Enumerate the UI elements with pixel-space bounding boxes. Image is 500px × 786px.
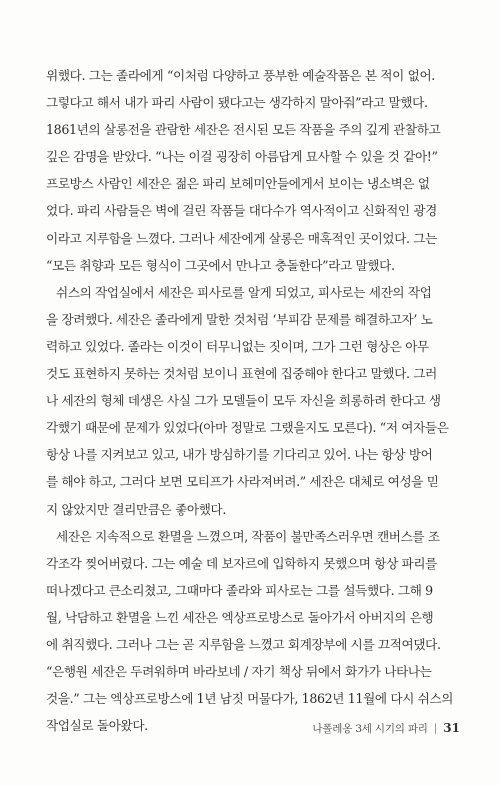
text-line: 프로방스 사람인 세잔은 젊은 파리 보헤미안들에게서 보이는 냉소벽은 없 (46, 176, 430, 192)
footer-separator: | (433, 722, 438, 734)
page-number: 31 (443, 721, 460, 735)
paragraph-3 (46, 523, 462, 740)
text-line: 세잔은 지속적으로 환멸을 느꼈으며, 작품이 불만족스러우면 캔버스를 조 (56, 528, 440, 544)
text-line: 를 해야 하고, 그러다 보면 모티프가 사라져버려.” 세잔은 대체로 여성을 믿 (46, 474, 439, 490)
text-line: 었다. 파리 사람들은 벽에 걸린 작품들 대다수가 역사적이고 신화적인 광경 (46, 203, 437, 219)
text-line: 1861년의 살롱전을 관람한 세잔은 전시된 모든 작품을 주의 깊게 관찰하고 (46, 122, 441, 138)
text-line: 것도 표현하지 못하는 것처럼 보이니 표현에 집중해야 한다고 말했다. 그러 (46, 366, 437, 382)
text-line: 월, 낙담하고 환멸을 느낀 세잔은 엑상프로방스로 돌아가서 아버지의 은행 (46, 609, 434, 625)
text-line: 각했기 때문에 문제가 있었다(아마 정말로 그랬을지도 모른다). “저 여자들은 (46, 420, 449, 436)
body-text (46, 62, 462, 739)
text-line: 을 장려했다. 세잔은 졸라에게 말한 것처럼 ‘부피감 문제를 해결하고자’ 노 (46, 311, 433, 327)
text-line: 에 취직했다. 그러나 그는 곧 지루함을 느꼈고 회계장부에 시를 끄적여댔다. (46, 636, 441, 652)
text-line: 떠나겠다고 큰소리쳤고, 그때마다 졸라와 피사로는 그를 설득했다. 그해 9 (46, 582, 433, 598)
text-line: 각조각 찢어버렸다. 그는 예술 데 보자르에 입학하지 못했으며 항상 파리를 (46, 555, 437, 571)
running-title: 나폴레옹 3세 시기의 파리 (312, 722, 428, 735)
paragraph-1 (46, 62, 462, 279)
text-line: 지 않았지만 결리만큼은 좋아했다. (46, 501, 227, 517)
page-footer (290, 718, 460, 738)
text-line: 작업실로 돌아왔다. (46, 718, 148, 734)
text-line: 항상 나를 지켜보고 있고, 내가 방심하기를 기다리고 있어. 나는 항상 방어 (46, 447, 433, 463)
text-line: 쉬스의 작업실에서 세잔은 피사로를 알게 되었고, 피사로는 세잔의 작업 (56, 284, 432, 300)
paragraph-2 (46, 279, 462, 523)
text-line: 것을.” 그는 엑상프로방스에 1년 남짓 머물다가, 1862년 11월에 다시 쉬스의 (46, 691, 454, 707)
text-line: 이라고 지루함을 느꼈다. 그러나 세잔에게 살롱은 매혹적인 곳이었다. 그는 (46, 230, 437, 246)
text-line: “모든 취향과 모든 형식이 그곳에서 만나고 충돌한다”라고 말했다. (46, 257, 395, 273)
text-line: 그렇다고 해서 내가 파리 사람이 됐다고는 생각하지 말아줘”라고 말했다. (46, 95, 428, 111)
text-line: 나 세잔의 형체 데생은 사실 그가 모델들이 모두 자신을 희롱하려 한다고 생 (46, 393, 441, 409)
text-line: “은행원 세잔은 두려워하며 바라보네 / 자기 책상 뒤에서 화가가 나타나는 (46, 664, 432, 680)
text-line: 깊은 감명을 받았다. “나는 이걸 굉장히 아름답게 묘사할 수 있을 것 같아!” (46, 149, 438, 165)
text-line: 위했다. 그는 졸라에게 “이처럼 다양하고 풍부한 예술작품은 본 적이 없어. (46, 68, 435, 83)
text-line: 력하고 있었다. 졸라는 이것이 터무니없는 짓이며, 그가 그런 형상은 아무 (46, 338, 429, 354)
